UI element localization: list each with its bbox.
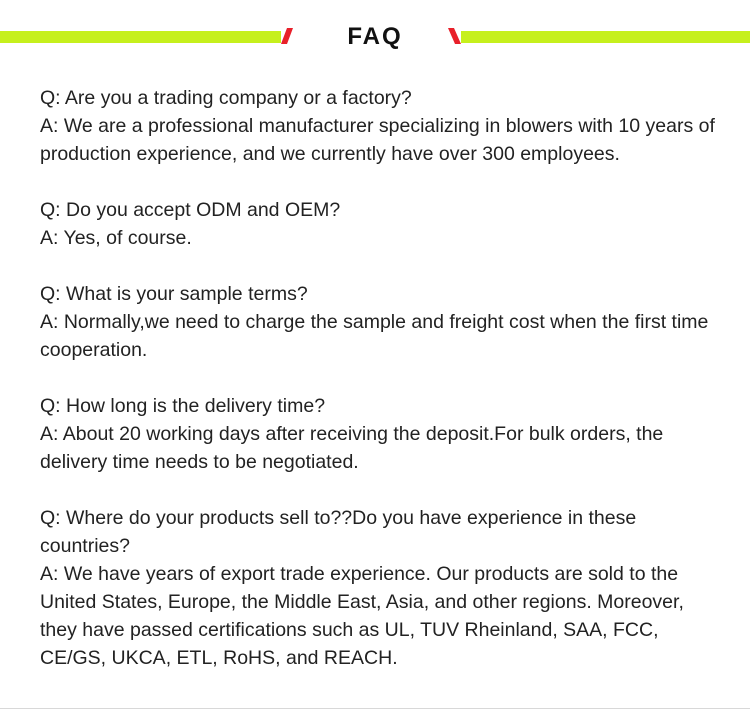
faq-answer: A: We have years of export trade experience. Our products are sold to the United States, Europe, the Middle East, Asia, and other regions. Moreover, they have passed certifications such as UL, TUV Rheinland, SAA, FCC, CE/GS, UKCA, ETL, RoHS, and REACH. (40, 563, 684, 669)
faq-item (40, 84, 720, 168)
faq-item (40, 504, 720, 672)
faq-item (40, 196, 720, 252)
faq-question: Q: Are you a trading company or a factory? (40, 87, 412, 109)
faq-question: Q: How long is the delivery time? (40, 395, 326, 417)
faq-answer: A: About 20 working days after receiving the deposit.For bulk orders, the delivery time needs to be negotiated. (40, 423, 664, 473)
faq-question: Q: Do you accept ODM and OEM? (40, 199, 341, 221)
faq-question: Q: What is your sample terms? (40, 283, 308, 305)
bottom-divider (0, 708, 750, 709)
page-title: FAQ (347, 23, 403, 50)
faq-question: Q: Where do your products sell to??Do you have experience in these countries? (40, 507, 637, 557)
faq-header (0, 0, 750, 60)
faq-list (40, 84, 720, 700)
faq-item (40, 392, 720, 476)
faq-item (40, 280, 720, 364)
faq-answer: A: We are a professional manufacturer specializing in blowers with 10 years of production experience, and we currently have over 300 employees. (40, 115, 715, 165)
faq-answer: A: Yes, of course. (40, 227, 192, 249)
faq-answer: A: Normally,we need to charge the sample and freight cost when the first time cooperation. (40, 311, 709, 361)
